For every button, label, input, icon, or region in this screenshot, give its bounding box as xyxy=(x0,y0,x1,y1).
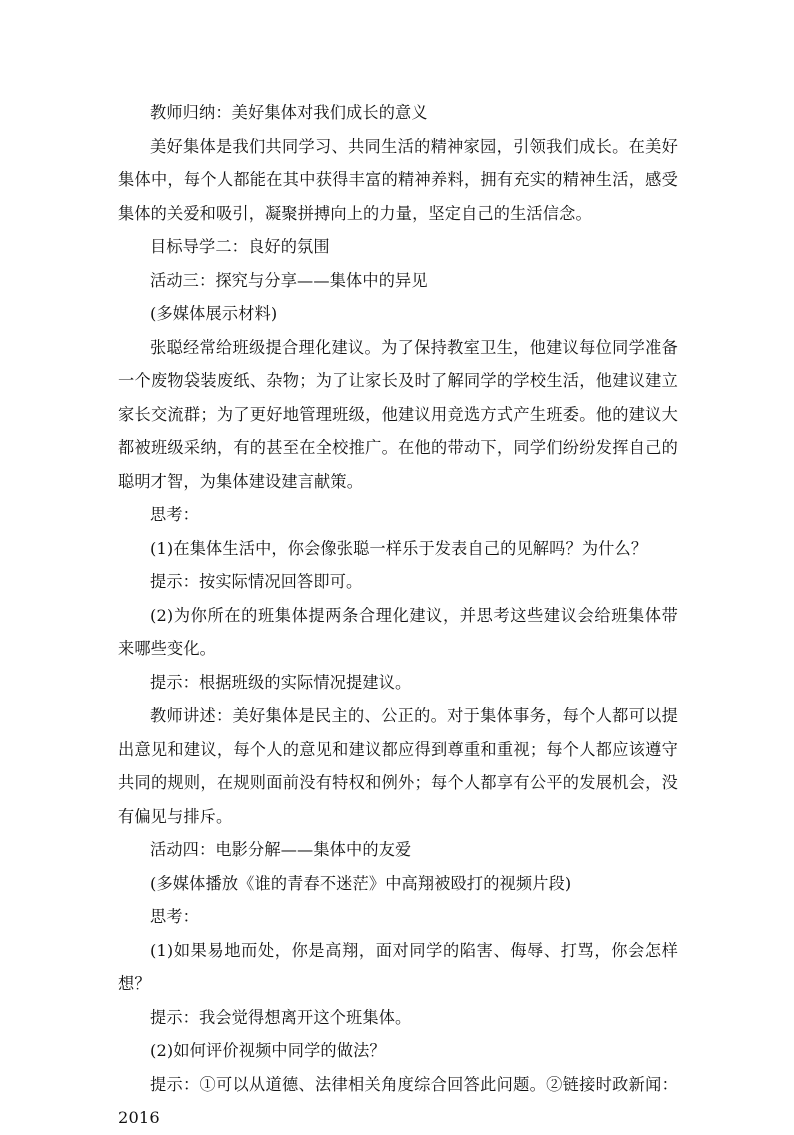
question-1: (1)在集体生活中，你会像张聪一样乐于发表自己的见解吗？为什么？ xyxy=(150,538,648,558)
question-3: (1)如果易地而处，你是高翔，面对同学的陷害、侮辱、打骂，你会怎样想？ xyxy=(118,940,678,993)
heading-activity-four: 活动四：电影分解——集体中的友爱 xyxy=(150,840,412,859)
hint-4: 提示：①可以从道德、法律相关角度综合回答此问题。②链接时政新闻：2016 xyxy=(118,1074,678,1127)
paragraph-collective-meaning: 美好集体是我们共同学习、共同生活的精神家园，引领我们成长。在美好集体中，每个人都能在其中获得丰富的精神养料，拥有充实的精神生活，感受集体的关爱和吸引，凝聚拼搏向上的力量，坚定自己的生活信念。 xyxy=(118,136,678,223)
paragraph-teacher-narration: 教师讲述：美好集体是民主的、公正的。对于集体事务，每个人都可以提出意见和建议，每个人的意见和建议都应得到尊重和重视；每个人都应该遵守共同的规则，在规则面前没有特权和例外；每个人都享有公平的发展机会，没有偏见与排斥。 xyxy=(118,706,678,826)
label-think-1: 思考： xyxy=(150,505,200,524)
hint-2: 提示：根据班级的实际情况提建议。 xyxy=(150,672,412,692)
heading-activity-three: 活动三：探究与分享——集体中的异见 xyxy=(150,270,428,290)
document-body xyxy=(118,96,678,1135)
question-2: (2)为你所在的班集体提两条合理化建议，并思考这些建议会给班集体带来哪些变化。 xyxy=(118,605,678,658)
heading-teacher-summary: 教师归纳：美好集体对我们成长的意义 xyxy=(150,103,428,122)
hint-1: 提示：按实际情况回答即可。 xyxy=(150,572,363,591)
note-multimedia-material: (多媒体展示材料) xyxy=(150,304,278,323)
question-4: (2)如何评价视频中同学的做法？ xyxy=(150,1041,386,1060)
paragraph-zhangcong-case: 张聪经常给班级提合理化建议。为了保持教室卫生，他建议每位同学准备一个废物袋装废纸、杂物；为了让家长及时了解同学的学校生活，他建议建立家长交流群；为了更好地管理班级，他建议用竞选方式产生班委。他的建议大都被班级采纳，有的甚至在全校推广。在他的带动下，同学们纷纷发挥自己的聪明才智，为集体建设建言献策。 xyxy=(118,337,678,491)
heading-goal-two: 目标导学二：良好的氛围 xyxy=(150,237,330,256)
label-think-2: 思考： xyxy=(150,907,200,926)
note-multimedia-video: (多媒体播放《谁的青春不迷茫》中高翔被殴打的视频片段) xyxy=(150,873,572,893)
hint-3: 提示：我会觉得想离开这个班集体。 xyxy=(150,1007,412,1027)
